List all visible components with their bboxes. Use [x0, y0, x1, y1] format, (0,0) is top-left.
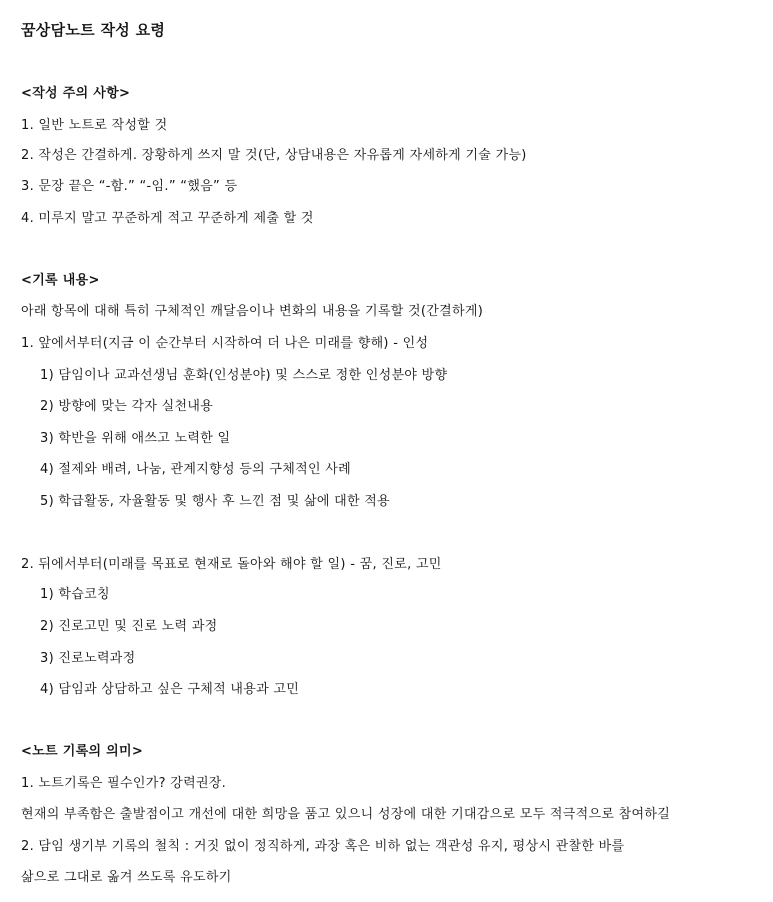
record-heading: <기록 내용>: [21, 273, 100, 288]
part2-item-2: 2) 진로고민 및 진로 노력 과정: [40, 619, 218, 634]
caution-item-2: 2. 작성은 간결하게. 장황하게 쓰지 말 것(단, 상담내용은 자유롭게 자세하게 기술 가능): [21, 148, 527, 163]
page-title: 꿈상담노트 작성 요령: [21, 21, 166, 39]
caution-heading: <작성 주의 사항>: [21, 86, 131, 101]
part1-item-1: 1) 담임이나 교과선생님 훈화(인성분야) 및 스스로 정한 인성분야 방향: [40, 368, 448, 383]
record-intro: 아래 항목에 대해 특히 구체적인 깨달음이나 변화의 내용을 기록할 것(간결하게): [21, 304, 484, 319]
part1-item-3: 3) 학반을 위해 애쓰고 노력한 일: [40, 431, 231, 446]
caution-item-1: 1. 일반 노트로 작성할 것: [21, 118, 168, 133]
part1-item-4: 4) 절제와 배려, 나눔, 관계지향성 등의 구체적인 사례: [40, 462, 351, 477]
part2-item-3: 3) 진로노력과정: [40, 651, 136, 666]
part1-item-2: 2) 방향에 맞는 각자 실천내용: [40, 399, 214, 414]
meaning-line-1: 1. 노트기록은 필수인가? 강력권장.: [21, 776, 227, 791]
meaning-line-2: 현재의 부족함은 출발점이고 개선에 대한 희망을 품고 있으니 성장에 대한 기대감으로 모두 적극적으로 참여하길: [21, 807, 671, 822]
part2-title: 2. 뒤에서부터(미래를 목표로 현재로 돌아와 해야 할 일) - 꿈, 진로, 고민: [21, 557, 442, 572]
part2-item-4: 4) 담임과 상담하고 싶은 구체적 내용과 고민: [40, 682, 300, 697]
meaning-line-3: 2. 담임 생기부 기록의 철칙 : 거짓 없이 정직하게, 과장 혹은 비하 없는 객관성 유지, 평상시 관찰한 바를: [21, 839, 625, 854]
part1-title: 1. 앞에서부터(지금 이 순간부터 시작하여 더 나은 미래를 향해) - 인성: [21, 336, 429, 351]
part1-item-5: 5) 학급활동, 자율활동 및 행사 후 느낀 점 및 삶에 대한 적용: [40, 494, 391, 509]
meaning-heading: <노트 기록의 의미>: [21, 744, 144, 759]
part2-item-1: 1) 학습코칭: [40, 587, 110, 602]
meaning-line-4: 삶으로 그대로 옮겨 쓰도록 유도하기: [21, 870, 232, 885]
caution-item-4: 4. 미루지 말고 꾸준하게 적고 꾸준하게 제출 할 것: [21, 211, 314, 226]
caution-item-3: 3. 문장 끝은 “-함.” “-임.” “했음” 등: [21, 179, 238, 194]
